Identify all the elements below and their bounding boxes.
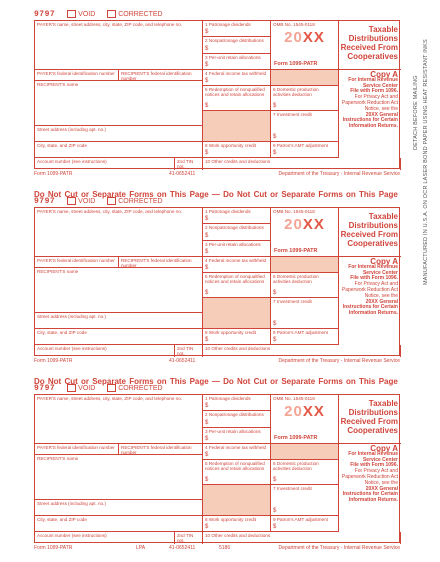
void-label: VOID [78, 385, 96, 392]
form-header [34, 10, 163, 19]
form-code: 9797 [34, 384, 56, 393]
box4-field[interactable]: 4 Federal income tax withheld $ [203, 70, 271, 86]
account-field[interactable]: Account number (see instructions) [35, 345, 175, 357]
title-block [339, 208, 401, 257]
box4-field[interactable]: 4 Federal income tax withheld $ [203, 257, 271, 273]
tax-year: 20XX [284, 29, 325, 46]
copy-a-block [339, 257, 401, 345]
recipient-tin-field[interactable]: RECIPIENT'S federal identification number [119, 444, 203, 455]
form-title: Taxable Distributions Received From Cooperatives [340, 212, 398, 248]
box2-field[interactable]: 2 Nonpatronage distributions $ [203, 224, 271, 241]
omb-year-block [271, 395, 339, 444]
omb-year-block [271, 208, 339, 257]
box10-field[interactable]: 10 Other credits and deductions [203, 158, 401, 170]
form-title: Taxable Distributions Received From Cooperatives [340, 25, 398, 61]
omb-number: OMB No. 1545-0118 [273, 209, 315, 214]
copy-a-text: Copy A For Internal Revenue Service Center File with Form 1096. For Privacy Act and Paperwork Reduction Act Notice, see the 20XX General Instructions for Certain Information Returns. [341, 444, 398, 504]
recipient-name-field[interactable]: RECIPIENT'S name [35, 81, 203, 126]
box9-field[interactable]: 9 Patron's AMT adjustment $ [271, 516, 339, 532]
form-grid [34, 20, 400, 169]
box4-field[interactable]: 4 Federal income tax withheld $ [203, 444, 271, 460]
city-field[interactable]: City, state, and ZIP code [35, 142, 203, 158]
corrected-label: CORRECTED [118, 11, 163, 18]
payer-tin-field[interactable]: PAYER'S federal identification number [35, 70, 119, 81]
void-label: VOID [78, 198, 96, 205]
omb-number: OMB No. 1545-0118 [273, 22, 315, 27]
tin-not-field[interactable]: 2nd TIN not. [175, 532, 203, 544]
box6-field[interactable]: 6 Domestic production activities deduction $ [271, 460, 339, 485]
recipient-tin-field[interactable]: RECIPIENT'S federal identification number [119, 70, 203, 81]
copy-a-text: Copy A For Internal Revenue Service Center File with Form 1096. For Privacy Act and Paperwork Reduction Act Notice, see the 20XX General Instructions for Certain Information Returns. [341, 70, 398, 130]
payer-field[interactable]: PAYER'S name, street address, city, state, ZIP code, and telephone no. [35, 21, 203, 70]
title-block [339, 21, 401, 70]
form-name: Form 1099-PATR [274, 248, 318, 254]
shaded-area-1 [203, 485, 271, 516]
street-field[interactable]: Street address (including apt. no.) [35, 126, 203, 142]
do-not-cut-2: Do Not Cut or Separate Forms on This Page — Do Not Cut or Separate Forms on This Page [34, 377, 398, 386]
form-code: 9797 [34, 10, 56, 19]
street-field[interactable]: Street address (including apt. no.) [35, 500, 203, 516]
form-copy-1: 9797 VOID CORRECTED PAYER'S name, street address, city, state, ZIP code, and telephone no. PAYER'S federal identification number RECIPIENT'S federal identification number RECIPIENT'S name Street address (including apt. no.) City, state, and ZIP code Account number (see instructions) 2nd TIN not. 1 Patronage dividends $ 2 Nonpatronage distributions $ 3 Per-unit retain allocations $ 4 Federal income tax withheld $ 5 Redemption of nonqualified notices and retain allocations $ 8 Work opportunity credit $ 10 Other credits and deductions OMB No. 1545-0118 20XX Form 1099-PATR 6 Domestic production activities deduction $ 7 Investment credit $ 9 Patron's AMT adjustment $ Taxable Distributions Received From Cooperatives Copy A For Internal Revenue Service Center File with Form 1096. For Privacy Act and Paperwork Reduction Act Notice, see the 20XX General Instructions for Certain Information Returns. Form 1099-PATR 41-0652411 Department of the Treasury - Internal Revenue Service [34, 10, 400, 177]
box1-field[interactable]: 1 Patronage dividends $ [203, 395, 271, 411]
box8-field[interactable]: 8 Work opportunity credit $ [203, 142, 271, 158]
box9-field[interactable]: 9 Patron's AMT adjustment $ [271, 142, 339, 158]
box1-field[interactable]: 1 Patronage dividends $ [203, 21, 271, 37]
box1-field[interactable]: 1 Patronage dividends $ [203, 208, 271, 224]
do-not-cut-1: Do Not Cut or Separate Forms on This Page — Do Not Cut or Separate Forms on This Page [34, 190, 398, 199]
city-field[interactable]: City, state, and ZIP code [35, 516, 203, 532]
tax-year: 20XX [284, 403, 325, 420]
box7-field[interactable]: 7 Investment credit $ [271, 298, 339, 329]
shaded-area-1 [203, 111, 271, 142]
form-grid [34, 394, 400, 543]
form-code: 9797 [34, 197, 56, 206]
shaded-area-1 [203, 298, 271, 329]
box2-field[interactable]: 2 Nonpatronage distributions $ [203, 411, 271, 428]
title-block [339, 395, 401, 444]
box5-field[interactable]: 5 Redemption of nonqualified notices and retain allocations $ [203, 86, 271, 111]
box5-field[interactable]: 5 Redemption of nonqualified notices and retain allocations $ [203, 460, 271, 485]
box5-field[interactable]: 5 Redemption of nonqualified notices and retain allocations $ [203, 273, 271, 298]
corrected-label: CORRECTED [118, 385, 163, 392]
corrected-label: CORRECTED [118, 198, 163, 205]
account-field[interactable]: Account number (see instructions) [35, 158, 175, 170]
form-name: Form 1099-PATR [274, 61, 318, 67]
box6-field[interactable]: 6 Domestic production activities deduction $ [271, 273, 339, 298]
copy-a-text: Copy A For Internal Revenue Service Center File with Form 1096. For Privacy Act and Paperwork Reduction Act Notice, see the 20XX General Instructions for Certain Information Returns. [341, 257, 398, 317]
box3-field[interactable]: 3 Per-unit retain allocations $ [203, 54, 271, 70]
corrected-checkbox[interactable] [107, 10, 116, 18]
omb-number: OMB No. 1545-0118 [273, 396, 315, 401]
footer-lpa: LPA [136, 545, 146, 551]
recipient-name-field[interactable]: RECIPIENT'S name [35, 455, 203, 500]
form-title: Taxable Distributions Received From Cooperatives [340, 399, 398, 435]
city-field[interactable]: City, state, and ZIP code [35, 329, 203, 345]
payer-tin-field[interactable]: PAYER'S federal identification number [35, 444, 119, 455]
box6-field[interactable]: 6 Domestic production activities deduction $ [271, 86, 339, 111]
copy-a-block [339, 444, 401, 532]
box10-field[interactable]: 10 Other credits and deductions [203, 532, 401, 544]
payer-tin-field[interactable]: PAYER'S federal identification number [35, 257, 119, 268]
box3-field[interactable]: 3 Per-unit retain allocations $ [203, 428, 271, 444]
copy-a-block [339, 70, 401, 158]
shaded-area-2 [271, 257, 339, 273]
tin-not-field[interactable]: 2nd TIN not. [175, 345, 203, 357]
street-field[interactable]: Street address (including apt. no.) [35, 313, 203, 329]
payer-field[interactable]: PAYER'S name, street address, city, state, ZIP code, and telephone no. [35, 395, 203, 444]
recipient-name-field[interactable]: RECIPIENT'S name [35, 268, 203, 313]
shaded-area-2 [271, 444, 339, 460]
footer-cat-number: 5186 [219, 545, 231, 551]
box7-field[interactable]: 7 Investment credit $ [271, 111, 339, 142]
void-checkbox[interactable] [67, 10, 76, 18]
omb-year-block [271, 21, 339, 70]
box3-field[interactable]: 3 Per-unit retain allocations $ [203, 241, 271, 257]
tin-not-field[interactable]: 2nd TIN not. [175, 158, 203, 170]
form-copy-3: 9797 VOID CORRECTED PAYER'S name, street address, city, state, ZIP code, and telephone no. PAYER'S federal identification number RECIPIENT'S federal identification number RECIPIENT'S name Street address (including apt. no.) City, state, and ZIP code Account number (see instructions) 2nd TIN not. 1 Patronage dividends $ 2 Nonpatronage distributions $ 3 Per-unit retain allocations $ 4 Federal income tax withheld $ 5 Redemption of nonqualified notices and retain allocations $ 8 Work opportunity credit $ 10 Other credits and deductions OMB No. 1545-0118 20XX Form 1099-PATR 6 Domestic production activities deduction $ 7 Investment credit $ 9 Patron's AMT adjustment $ Taxable Distributions Received From Cooperatives Copy A For Internal Revenue Service Center File with Form 1096. For Privacy Act and Paperwork Reduction Act Notice, see the 20XX General Instructions for Certain Information Returns. Form 1099-PATR 41-0652411 Department of the Treasury - Internal Revenue Service LPA 5186 [34, 384, 400, 551]
form-grid [34, 207, 400, 356]
form-copy-2: 9797 VOID CORRECTED PAYER'S name, street address, city, state, ZIP code, and telephone no. PAYER'S federal identification number RECIPIENT'S federal identification number RECIPIENT'S name Street address (including apt. no.) City, state, and ZIP code Account number (see instructions) 2nd TIN not. 1 Patronage dividends $ 2 Nonpatronage distributions $ 3 Per-unit retain allocations $ 4 Federal income tax withheld $ 5 Redemption of nonqualified notices and retain allocations $ 8 Work opportunity credit $ 10 Other credits and deductions OMB No. 1545-0118 20XX Form 1099-PATR 6 Domestic production activities deduction $ 7 Investment credit $ 9 Patron's AMT adjustment $ Taxable Distributions Received From Cooperatives Copy A For Internal Revenue Service Center File with Form 1096. For Privacy Act and Paperwork Reduction Act Notice, see the 20XX General Instructions for Certain Information Returns. Form 1099-PATR 41-0652411 Department of the Treasury - Internal Revenue Service [34, 197, 400, 364]
form-name: Form 1099-PATR [274, 435, 318, 441]
account-field[interactable]: Account number (see instructions) [35, 532, 175, 544]
recipient-tin-field[interactable]: RECIPIENT'S federal identification number [119, 257, 203, 268]
box7-field[interactable]: 7 Investment credit $ [271, 485, 339, 516]
shaded-area-2 [271, 70, 339, 86]
void-label: VOID [78, 11, 96, 18]
box9-field[interactable]: 9 Patron's AMT adjustment $ [271, 329, 339, 345]
tax-year: 20XX [284, 216, 325, 233]
box2-field[interactable]: 2 Nonpatronage distributions $ [203, 37, 271, 54]
payer-field[interactable]: PAYER'S name, street address, city, state, ZIP code, and telephone no. [35, 208, 203, 257]
box8-field[interactable]: 8 Work opportunity credit $ [203, 329, 271, 345]
box10-field[interactable]: 10 Other credits and deductions [203, 345, 401, 357]
box8-field[interactable]: 8 Work opportunity credit $ [203, 516, 271, 532]
